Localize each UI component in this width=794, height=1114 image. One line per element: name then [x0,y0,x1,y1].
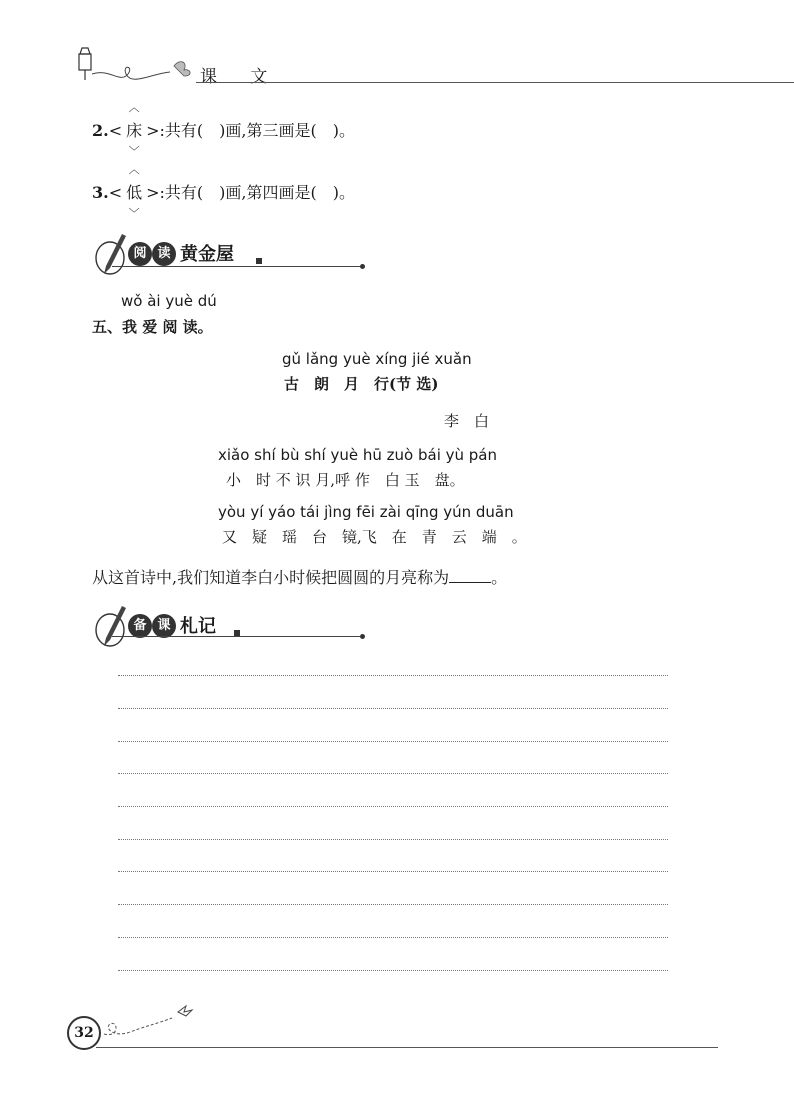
badge-char: 备 [128,614,152,638]
section-dot [360,634,365,639]
question-2: 2.< ︿ 床 ﹀ >:共有( )画,第三画是( )。 [92,101,355,158]
badge-char: 读 [152,242,176,266]
note-line[interactable] [118,904,668,905]
character-box: ︿ 低 ﹀ [126,163,143,220]
brush-icon [92,604,132,650]
badge-char: 阅 [128,242,152,266]
note-line[interactable] [118,741,668,742]
question-number: 3. [92,183,109,202]
poem-title: 古 朗 月 行(节 选) [284,375,439,393]
header-rule [196,82,794,83]
section-rule [112,266,360,267]
note-line[interactable] [118,839,668,840]
poem-line2: 又 疑 瑶 台 镜,飞 在 青 云 端 。 [222,528,527,546]
section-notes-header [92,604,372,650]
square-mark [256,258,262,264]
poem-question: 从这首诗中,我们知道李白小时候把圆圆的月亮称为 。 [92,568,508,587]
poem-title-pinyin: gǔ lǎng yuè xíng jié xuǎn [282,350,472,368]
poem-question-text: 从这首诗中,我们知道李白小时候把圆圆的月亮称为 [92,568,450,587]
poem-author: 李 白 [444,412,490,430]
note-line[interactable] [118,675,668,676]
note-line[interactable] [118,806,668,807]
brush-icon [92,232,132,278]
note-line[interactable] [118,708,668,709]
section-title: 黄金屋 [180,244,234,265]
task-label: 五、我 爱 阅 读。 [92,318,213,336]
header-title: 课 文 [200,67,282,87]
note-line[interactable] [118,937,668,938]
page-number: 32 [67,1016,101,1050]
poem-line1-pinyin: xiǎo shí bù shí yuè hū zuò bái yù pán [218,446,498,464]
poem-line2-pinyin: yòu yí yáo tái jìng fēi zài qīng yún duān [218,503,514,521]
section-dot [360,264,365,269]
question-3: 3.< ︿ 低 ﹀ >:共有( )画,第四画是( )。 [92,163,355,220]
section-title: 札记 [180,616,216,637]
bird-flourish-icon [100,998,210,1042]
question-text: :共有( )画,第三画是( )。 [159,121,355,140]
footer-rule [96,1047,718,1048]
section-reading-header [92,232,372,278]
lantern-icon [70,44,200,84]
question-text: :共有( )画,第四画是( )。 [159,183,355,202]
note-line[interactable] [118,970,668,971]
question-number: 2. [92,121,109,140]
poem-line1: 小 时 不 识 月,呼 作 白 玉 盘。 [226,471,465,489]
badge-char: 课 [152,614,176,638]
section-rule [112,636,360,637]
task-pinyin: wǒ ài yuè dú [121,292,217,310]
answer-blank[interactable] [449,568,491,583]
character-box: ︿ 床 ﹀ [126,101,143,158]
note-line[interactable] [118,871,668,872]
note-line[interactable] [118,773,668,774]
